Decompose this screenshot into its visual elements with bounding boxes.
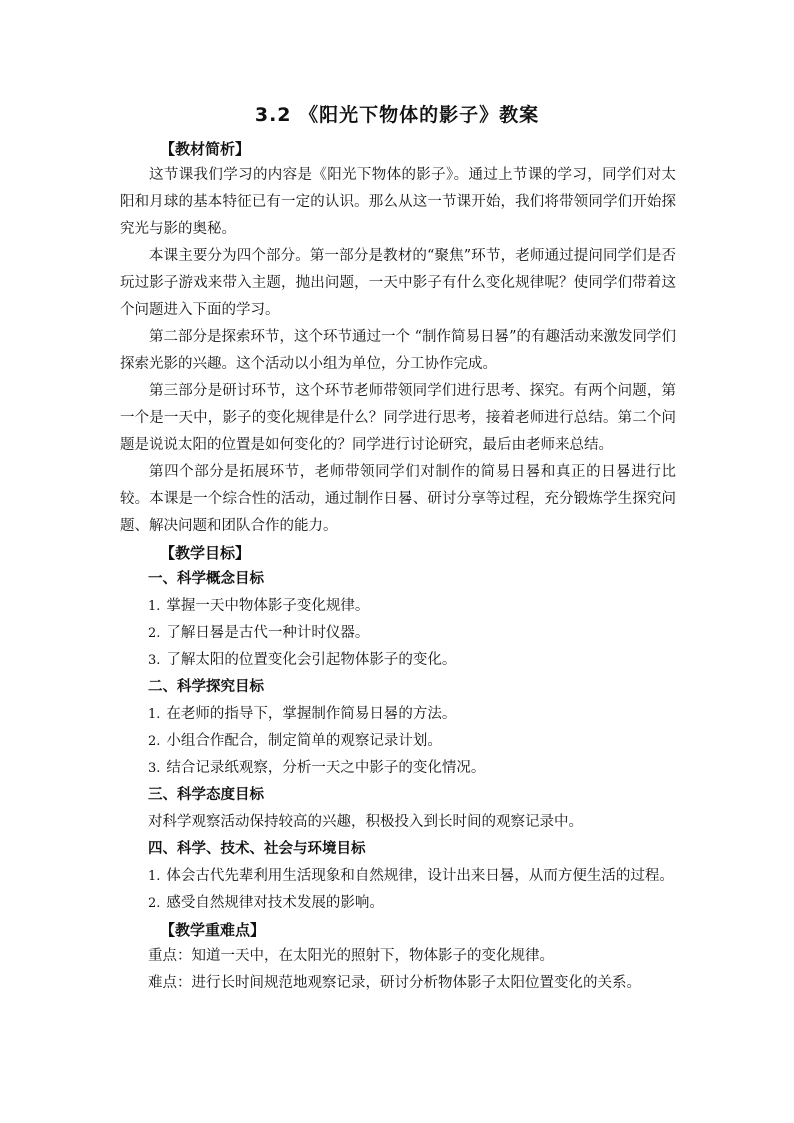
heading-material-analysis: 【教材简析】 (160, 140, 251, 158)
list-item (120, 620, 676, 647)
item-number: 1. (148, 707, 161, 722)
item-number: 2. (148, 626, 161, 641)
item-number: 3. (148, 761, 161, 776)
goal-title-concept: 一、科学概念目标 (148, 571, 264, 587)
heading-teaching-goals: 【教学目标】 (160, 544, 251, 562)
item-text: 了解日晷是古代一种计时仪器。 (166, 625, 370, 641)
goal-title-stse: 四、科学、技术、社会与环境目标 (148, 841, 366, 857)
key-point: 重点：知道一天中，在太阳光的照射下，物体影子的变化规律。 (148, 948, 554, 964)
paragraph: 第四个部分是拓展环节，老师带领同学们对制作的简易日晷和真正的日晷进行比较。本课是一个综合性的活动，通过制作日晷、研讨分享等过程，充分锻炼学生探究问题、解决问题和团队合作的能力。 (120, 464, 676, 534)
goal-title-attitude: 三、科学态度目标 (148, 787, 264, 803)
document-body (120, 136, 676, 997)
item-text: 结合记录纸观察，分析一天之中影子的变化情况。 (166, 760, 486, 776)
list-item (120, 755, 676, 782)
list-item (120, 701, 676, 728)
item-text: 掌握一天中物体影子变化规律。 (166, 598, 370, 614)
item-number: 1. (148, 599, 161, 614)
item-text: 了解太阳的位置变化会引起物体影子的变化。 (166, 652, 457, 668)
paragraph: 第二部分是探索环节，这个环节通过一个 “制作简易日晷”的有趣活动来激发同学们探索光影的兴趣。这个活动以小组为单位，分工协作完成。 (120, 329, 676, 372)
item-text: 体会古代先辈利用生活现象和自然规律，设计出来日晷，从而方便生活的过程。 (166, 868, 674, 884)
item-text: 小组合作配合，制定简单的观察记录计划。 (166, 733, 442, 749)
item-number: 2. (148, 734, 161, 749)
item-text: 在老师的指导下，掌握制作简易日晷的方法。 (166, 706, 457, 722)
document-title: 3.2 《阳光下物体的影子》教案 (254, 104, 540, 126)
paragraph: 第三部分是研讨环节，这个环节老师带领同学们进行思考、探究。有两个问题，第一个是一天中，影子的变化规律是什么？同学进行思考，接着老师进行总结。第二个问题是说说太阳的位置是如何变化的？同学进行讨论研究，最后由老师来总结。 (120, 383, 676, 453)
list-item (120, 863, 676, 890)
list-item (120, 890, 676, 917)
heading-key-difficult: 【教学重难点】 (160, 921, 266, 939)
paragraph: 本课主要分为四个部分。第一部分是教材的“聚焦”环节，老师通过提问同学们是否玩过影子游戏来带入主题，抛出问题，一天中影子有什么变化规律呢？使同学们带着这个问题进入下面的学习。 (120, 248, 676, 318)
difficult-point: 难点：进行长时间规范地观察记录，研讨分析物体影子太阳位置变化的关系。 (148, 975, 641, 991)
item-number: 1. (148, 869, 161, 884)
goal-text: 对科学观察活动保持较高的兴趣，积极投入到长时间的观察记录中。 (148, 814, 583, 830)
list-item (120, 593, 676, 620)
item-number: 2. (148, 896, 161, 911)
item-number: 3. (148, 653, 161, 668)
paragraph: 这节课我们学习的内容是《阳光下物体的影子》。通过上节课的学习，同学们对太阳和月球的基本特征已有一定的认识。那么从这一节课开始，我们将带领同学们开始探究光与影的奥秘。 (120, 167, 676, 237)
goal-title-inquiry: 二、科学探究目标 (148, 679, 264, 695)
list-item (120, 647, 676, 674)
item-text: 感受自然规律对技术发展的影响。 (166, 895, 384, 911)
list-item (120, 728, 676, 755)
